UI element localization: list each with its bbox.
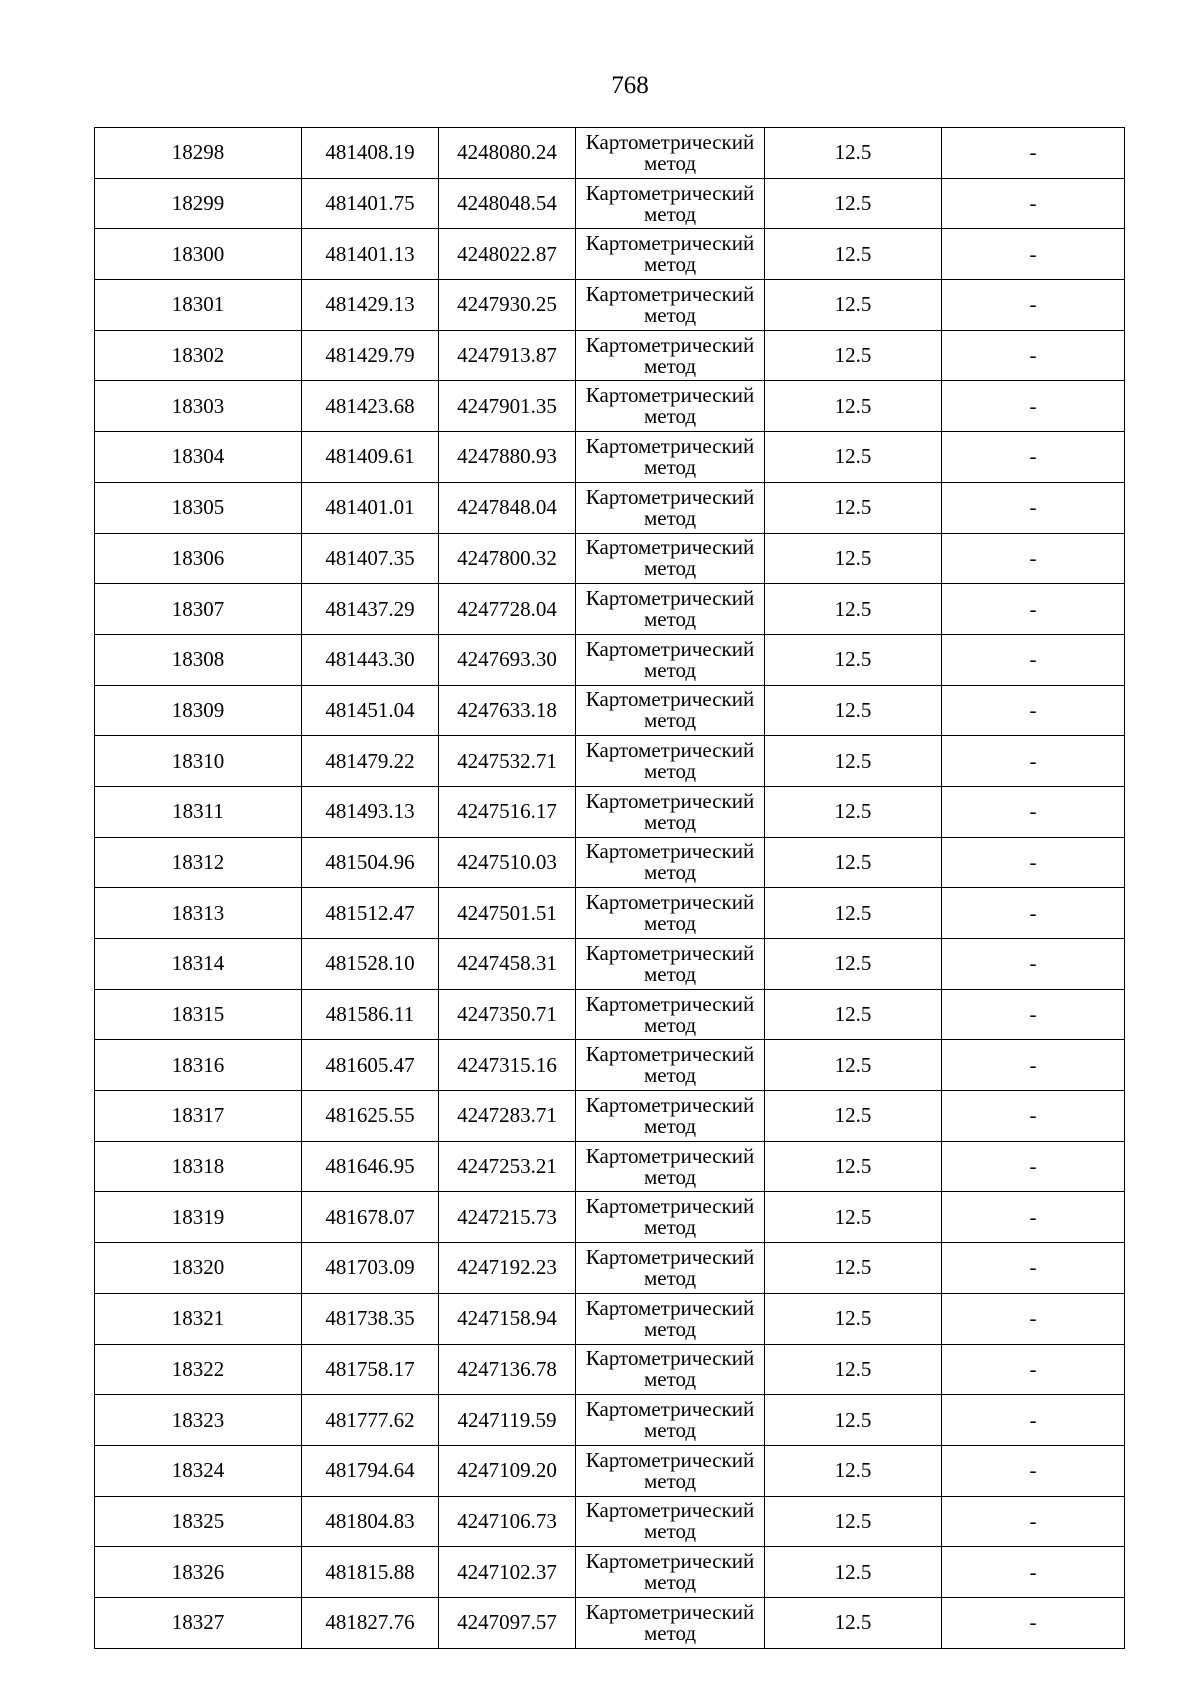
method-text: метод xyxy=(643,1367,697,1392)
table-row xyxy=(95,482,1125,533)
method-text: метод xyxy=(643,1418,697,1443)
method-text: Картометрический xyxy=(585,1143,755,1168)
table-row xyxy=(95,1496,1125,1547)
table-row xyxy=(95,381,1125,432)
y-coordinate-cell: 4247800.32 xyxy=(439,533,576,584)
accuracy-cell: 12.5 xyxy=(765,1395,942,1446)
point-number-cell: 18315 xyxy=(95,989,302,1040)
note-cell: - xyxy=(942,381,1125,432)
x-coordinate-cell: 481408.19 xyxy=(302,128,439,179)
method-text: метод xyxy=(643,454,697,479)
method-text: Картометрический xyxy=(585,433,755,458)
y-coordinate-cell: 4248048.54 xyxy=(439,178,576,229)
point-number-cell: 18298 xyxy=(95,128,302,179)
note-cell: - xyxy=(942,1141,1125,1192)
method-text: Картометрический xyxy=(585,991,755,1016)
note-cell: - xyxy=(942,1597,1125,1648)
table-row xyxy=(95,1395,1125,1446)
point-number-cell: 18326 xyxy=(95,1547,302,1598)
table-row xyxy=(95,1597,1125,1648)
accuracy-cell: 12.5 xyxy=(765,786,942,837)
x-coordinate-cell: 481504.96 xyxy=(302,837,439,888)
point-number-cell: 18299 xyxy=(95,178,302,229)
y-coordinate-cell: 4247158.94 xyxy=(439,1293,576,1344)
method-text: метод xyxy=(643,353,697,378)
accuracy-cell: 12.5 xyxy=(765,432,942,483)
note-cell: - xyxy=(942,280,1125,331)
point-number-cell: 18303 xyxy=(95,381,302,432)
y-coordinate-cell: 4247119.59 xyxy=(439,1395,576,1446)
method-text: метод xyxy=(643,404,697,429)
coordinates-table xyxy=(94,127,1125,1649)
method-cell xyxy=(576,1192,765,1243)
table-row xyxy=(95,634,1125,685)
accuracy-cell: 12.5 xyxy=(765,1091,942,1142)
method-text: Картометрический xyxy=(585,1042,755,1067)
y-coordinate-cell: 4247109.20 xyxy=(439,1445,576,1496)
note-cell: - xyxy=(942,1445,1125,1496)
method-cell xyxy=(576,381,765,432)
point-number-cell: 18305 xyxy=(95,482,302,533)
note-cell: - xyxy=(942,939,1125,990)
table-row xyxy=(95,1547,1125,1598)
table-row xyxy=(95,736,1125,787)
accuracy-cell: 12.5 xyxy=(765,533,942,584)
table-row xyxy=(95,330,1125,381)
method-text: метод xyxy=(643,1265,697,1290)
note-cell: - xyxy=(942,1344,1125,1395)
note-cell: - xyxy=(942,432,1125,483)
point-number-cell: 18312 xyxy=(95,837,302,888)
x-coordinate-cell: 481528.10 xyxy=(302,939,439,990)
method-cell xyxy=(576,1395,765,1446)
point-number-cell: 18309 xyxy=(95,685,302,736)
method-text: метод xyxy=(643,1468,697,1493)
note-cell: - xyxy=(942,736,1125,787)
method-cell xyxy=(576,736,765,787)
accuracy-cell: 12.5 xyxy=(765,1293,942,1344)
method-text: метод xyxy=(643,1570,697,1595)
accuracy-cell: 12.5 xyxy=(765,280,942,331)
method-cell xyxy=(576,330,765,381)
y-coordinate-cell: 4247501.51 xyxy=(439,888,576,939)
table-row xyxy=(95,584,1125,635)
point-number-cell: 18319 xyxy=(95,1192,302,1243)
accuracy-cell: 12.5 xyxy=(765,634,942,685)
method-cell xyxy=(576,1496,765,1547)
method-text: Картометрический xyxy=(585,231,755,256)
table-row xyxy=(95,1040,1125,1091)
accuracy-cell: 12.5 xyxy=(765,1040,942,1091)
method-text: Картометрический xyxy=(585,1244,755,1269)
method-text: Картометрический xyxy=(585,332,755,357)
table-row xyxy=(95,533,1125,584)
note-cell: - xyxy=(942,229,1125,280)
x-coordinate-cell: 481443.30 xyxy=(302,634,439,685)
method-text: Картометрический xyxy=(585,1194,755,1219)
y-coordinate-cell: 4247458.31 xyxy=(439,939,576,990)
table-row xyxy=(95,989,1125,1040)
table-row xyxy=(95,178,1125,229)
y-coordinate-cell: 4247532.71 xyxy=(439,736,576,787)
accuracy-cell: 12.5 xyxy=(765,1445,942,1496)
x-coordinate-cell: 481423.68 xyxy=(302,381,439,432)
note-cell: - xyxy=(942,1091,1125,1142)
method-cell xyxy=(576,432,765,483)
y-coordinate-cell: 4247097.57 xyxy=(439,1597,576,1648)
method-cell xyxy=(576,1293,765,1344)
method-cell xyxy=(576,685,765,736)
method-text: Картометрический xyxy=(585,1447,755,1472)
y-coordinate-cell: 4247102.37 xyxy=(439,1547,576,1598)
method-text: Картометрический xyxy=(585,636,755,661)
method-text: метод xyxy=(643,708,697,733)
method-text: метод xyxy=(643,150,697,175)
x-coordinate-cell: 481437.29 xyxy=(302,584,439,635)
y-coordinate-cell: 4247913.87 xyxy=(439,330,576,381)
y-coordinate-cell: 4247283.71 xyxy=(439,1091,576,1142)
accuracy-cell: 12.5 xyxy=(765,685,942,736)
y-coordinate-cell: 4247930.25 xyxy=(439,280,576,331)
method-cell xyxy=(576,1243,765,1294)
method-cell xyxy=(576,1547,765,1598)
note-cell: - xyxy=(942,533,1125,584)
x-coordinate-cell: 481605.47 xyxy=(302,1040,439,1091)
accuracy-cell: 12.5 xyxy=(765,837,942,888)
x-coordinate-cell: 481625.55 xyxy=(302,1091,439,1142)
x-coordinate-cell: 481479.22 xyxy=(302,736,439,787)
method-text: Картометрический xyxy=(585,586,755,611)
x-coordinate-cell: 481401.01 xyxy=(302,482,439,533)
accuracy-cell: 12.5 xyxy=(765,1496,942,1547)
point-number-cell: 18313 xyxy=(95,888,302,939)
accuracy-cell: 12.5 xyxy=(765,330,942,381)
accuracy-cell: 12.5 xyxy=(765,888,942,939)
x-coordinate-cell: 481409.61 xyxy=(302,432,439,483)
y-coordinate-cell: 4247215.73 xyxy=(439,1192,576,1243)
accuracy-cell: 12.5 xyxy=(765,128,942,179)
x-coordinate-cell: 481586.11 xyxy=(302,989,439,1040)
method-text: метод xyxy=(643,809,697,834)
method-text: Картометрический xyxy=(585,1346,755,1371)
x-coordinate-cell: 481451.04 xyxy=(302,685,439,736)
method-text: Картометрический xyxy=(585,890,755,915)
method-text: метод xyxy=(643,556,697,581)
x-coordinate-cell: 481827.76 xyxy=(302,1597,439,1648)
method-text: метод xyxy=(643,1519,697,1544)
method-cell xyxy=(576,1040,765,1091)
table-row xyxy=(95,1141,1125,1192)
table-row xyxy=(95,280,1125,331)
note-cell: - xyxy=(942,685,1125,736)
x-coordinate-cell: 481493.13 xyxy=(302,786,439,837)
x-coordinate-cell: 481777.62 xyxy=(302,1395,439,1446)
note-cell: - xyxy=(942,1293,1125,1344)
method-text: метод xyxy=(643,759,697,784)
method-text: Картометрический xyxy=(585,383,755,408)
point-number-cell: 18322 xyxy=(95,1344,302,1395)
point-number-cell: 18317 xyxy=(95,1091,302,1142)
accuracy-cell: 12.5 xyxy=(765,1141,942,1192)
y-coordinate-cell: 4247350.71 xyxy=(439,989,576,1040)
note-cell: - xyxy=(942,178,1125,229)
point-number-cell: 18302 xyxy=(95,330,302,381)
note-cell: - xyxy=(942,1040,1125,1091)
note-cell: - xyxy=(942,482,1125,533)
method-text: метод xyxy=(643,302,697,327)
method-cell xyxy=(576,482,765,533)
table-row xyxy=(95,432,1125,483)
point-number-cell: 18311 xyxy=(95,786,302,837)
point-number-cell: 18324 xyxy=(95,1445,302,1496)
point-number-cell: 18323 xyxy=(95,1395,302,1446)
point-number-cell: 18327 xyxy=(95,1597,302,1648)
x-coordinate-cell: 481429.79 xyxy=(302,330,439,381)
note-cell: - xyxy=(942,634,1125,685)
method-text: метод xyxy=(643,657,697,682)
x-coordinate-cell: 481794.64 xyxy=(302,1445,439,1496)
accuracy-cell: 12.5 xyxy=(765,229,942,280)
method-cell xyxy=(576,837,765,888)
x-coordinate-cell: 481758.17 xyxy=(302,1344,439,1395)
method-cell xyxy=(576,584,765,635)
method-text: метод xyxy=(643,1316,697,1341)
accuracy-cell: 12.5 xyxy=(765,482,942,533)
method-text: Картометрический xyxy=(585,281,755,306)
method-cell xyxy=(576,786,765,837)
y-coordinate-cell: 4247728.04 xyxy=(439,584,576,635)
accuracy-cell: 12.5 xyxy=(765,939,942,990)
x-coordinate-cell: 481429.13 xyxy=(302,280,439,331)
y-coordinate-cell: 4248022.87 xyxy=(439,229,576,280)
y-coordinate-cell: 4247136.78 xyxy=(439,1344,576,1395)
method-cell xyxy=(576,939,765,990)
note-cell: - xyxy=(942,584,1125,635)
accuracy-cell: 12.5 xyxy=(765,584,942,635)
method-cell xyxy=(576,888,765,939)
x-coordinate-cell: 481815.88 xyxy=(302,1547,439,1598)
table-row xyxy=(95,786,1125,837)
point-number-cell: 18316 xyxy=(95,1040,302,1091)
table-row xyxy=(95,888,1125,939)
x-coordinate-cell: 481401.13 xyxy=(302,229,439,280)
table-row xyxy=(95,837,1125,888)
accuracy-cell: 12.5 xyxy=(765,1243,942,1294)
method-text: Картометрический xyxy=(585,738,755,763)
point-number-cell: 18308 xyxy=(95,634,302,685)
method-cell xyxy=(576,178,765,229)
method-text: Картометрический xyxy=(585,940,755,965)
table-row xyxy=(95,128,1125,179)
x-coordinate-cell: 481804.83 xyxy=(302,1496,439,1547)
method-text: метод xyxy=(643,505,697,530)
method-text: Картометрический xyxy=(585,1092,755,1117)
method-text: Картометрический xyxy=(585,1498,755,1523)
method-text: метод xyxy=(643,1164,697,1189)
method-text: Картометрический xyxy=(585,484,755,509)
table-row xyxy=(95,1091,1125,1142)
table-row xyxy=(95,1192,1125,1243)
table-row xyxy=(95,1293,1125,1344)
accuracy-cell: 12.5 xyxy=(765,736,942,787)
x-coordinate-cell: 481703.09 xyxy=(302,1243,439,1294)
note-cell: - xyxy=(942,1243,1125,1294)
point-number-cell: 18320 xyxy=(95,1243,302,1294)
note-cell: - xyxy=(942,837,1125,888)
x-coordinate-cell: 481646.95 xyxy=(302,1141,439,1192)
method-text: метод xyxy=(643,1063,697,1088)
x-coordinate-cell: 481401.75 xyxy=(302,178,439,229)
method-text: метод xyxy=(643,961,697,986)
point-number-cell: 18306 xyxy=(95,533,302,584)
method-text: Картометрический xyxy=(585,535,755,560)
point-number-cell: 18304 xyxy=(95,432,302,483)
point-number-cell: 18301 xyxy=(95,280,302,331)
method-text: Картометрический xyxy=(585,788,755,813)
method-cell xyxy=(576,989,765,1040)
method-text: Картометрический xyxy=(585,180,755,205)
method-cell xyxy=(576,634,765,685)
y-coordinate-cell: 4247516.17 xyxy=(439,786,576,837)
note-cell: - xyxy=(942,989,1125,1040)
x-coordinate-cell: 481407.35 xyxy=(302,533,439,584)
page-number: 768 xyxy=(611,72,649,99)
point-number-cell: 18318 xyxy=(95,1141,302,1192)
method-text: Картометрический xyxy=(585,687,755,712)
table-row xyxy=(95,939,1125,990)
method-cell xyxy=(576,1141,765,1192)
note-cell: - xyxy=(942,128,1125,179)
point-number-cell: 18300 xyxy=(95,229,302,280)
note-cell: - xyxy=(942,888,1125,939)
method-cell xyxy=(576,128,765,179)
y-coordinate-cell: 4247106.73 xyxy=(439,1496,576,1547)
accuracy-cell: 12.5 xyxy=(765,1344,942,1395)
accuracy-cell: 12.5 xyxy=(765,1597,942,1648)
y-coordinate-cell: 4247880.93 xyxy=(439,432,576,483)
table-row xyxy=(95,1445,1125,1496)
table-row xyxy=(95,1243,1125,1294)
note-cell: - xyxy=(942,1192,1125,1243)
method-text: Картометрический xyxy=(585,129,755,154)
method-cell xyxy=(576,1597,765,1648)
method-text: Картометрический xyxy=(585,1397,755,1422)
point-number-cell: 18310 xyxy=(95,736,302,787)
method-cell xyxy=(576,1445,765,1496)
y-coordinate-cell: 4248080.24 xyxy=(439,128,576,179)
method-text: метод xyxy=(643,1215,697,1240)
note-cell: - xyxy=(942,330,1125,381)
method-text: метод xyxy=(643,1113,697,1138)
method-text: Картометрический xyxy=(585,839,755,864)
y-coordinate-cell: 4247253.21 xyxy=(439,1141,576,1192)
method-text: метод xyxy=(643,607,697,632)
method-text: метод xyxy=(643,911,697,936)
y-coordinate-cell: 4247315.16 xyxy=(439,1040,576,1091)
method-text: Картометрический xyxy=(585,1295,755,1320)
point-number-cell: 18325 xyxy=(95,1496,302,1547)
accuracy-cell: 12.5 xyxy=(765,989,942,1040)
accuracy-cell: 12.5 xyxy=(765,381,942,432)
note-cell: - xyxy=(942,1496,1125,1547)
y-coordinate-cell: 4247901.35 xyxy=(439,381,576,432)
method-cell xyxy=(576,1344,765,1395)
table-row xyxy=(95,229,1125,280)
method-cell xyxy=(576,229,765,280)
table-row xyxy=(95,1344,1125,1395)
method-cell xyxy=(576,533,765,584)
method-text: метод xyxy=(643,860,697,885)
note-cell: - xyxy=(942,786,1125,837)
method-text: метод xyxy=(643,1012,697,1037)
method-cell xyxy=(576,1091,765,1142)
point-number-cell: 18307 xyxy=(95,584,302,635)
y-coordinate-cell: 4247633.18 xyxy=(439,685,576,736)
accuracy-cell: 12.5 xyxy=(765,1192,942,1243)
y-coordinate-cell: 4247192.23 xyxy=(439,1243,576,1294)
method-text: Картометрический xyxy=(585,1549,755,1574)
method-text: метод xyxy=(643,201,697,226)
x-coordinate-cell: 481738.35 xyxy=(302,1293,439,1344)
table-row xyxy=(95,685,1125,736)
note-cell: - xyxy=(942,1395,1125,1446)
method-text: метод xyxy=(643,252,697,277)
y-coordinate-cell: 4247510.03 xyxy=(439,837,576,888)
method-cell xyxy=(576,280,765,331)
y-coordinate-cell: 4247848.04 xyxy=(439,482,576,533)
note-cell: - xyxy=(942,1547,1125,1598)
point-number-cell: 18321 xyxy=(95,1293,302,1344)
accuracy-cell: 12.5 xyxy=(765,1547,942,1598)
y-coordinate-cell: 4247693.30 xyxy=(439,634,576,685)
coordinates-table-body xyxy=(95,128,1125,1649)
point-number-cell: 18314 xyxy=(95,939,302,990)
accuracy-cell: 12.5 xyxy=(765,178,942,229)
x-coordinate-cell: 481678.07 xyxy=(302,1192,439,1243)
method-text: Картометрический xyxy=(585,1599,755,1624)
method-text: метод xyxy=(643,1620,697,1645)
x-coordinate-cell: 481512.47 xyxy=(302,888,439,939)
